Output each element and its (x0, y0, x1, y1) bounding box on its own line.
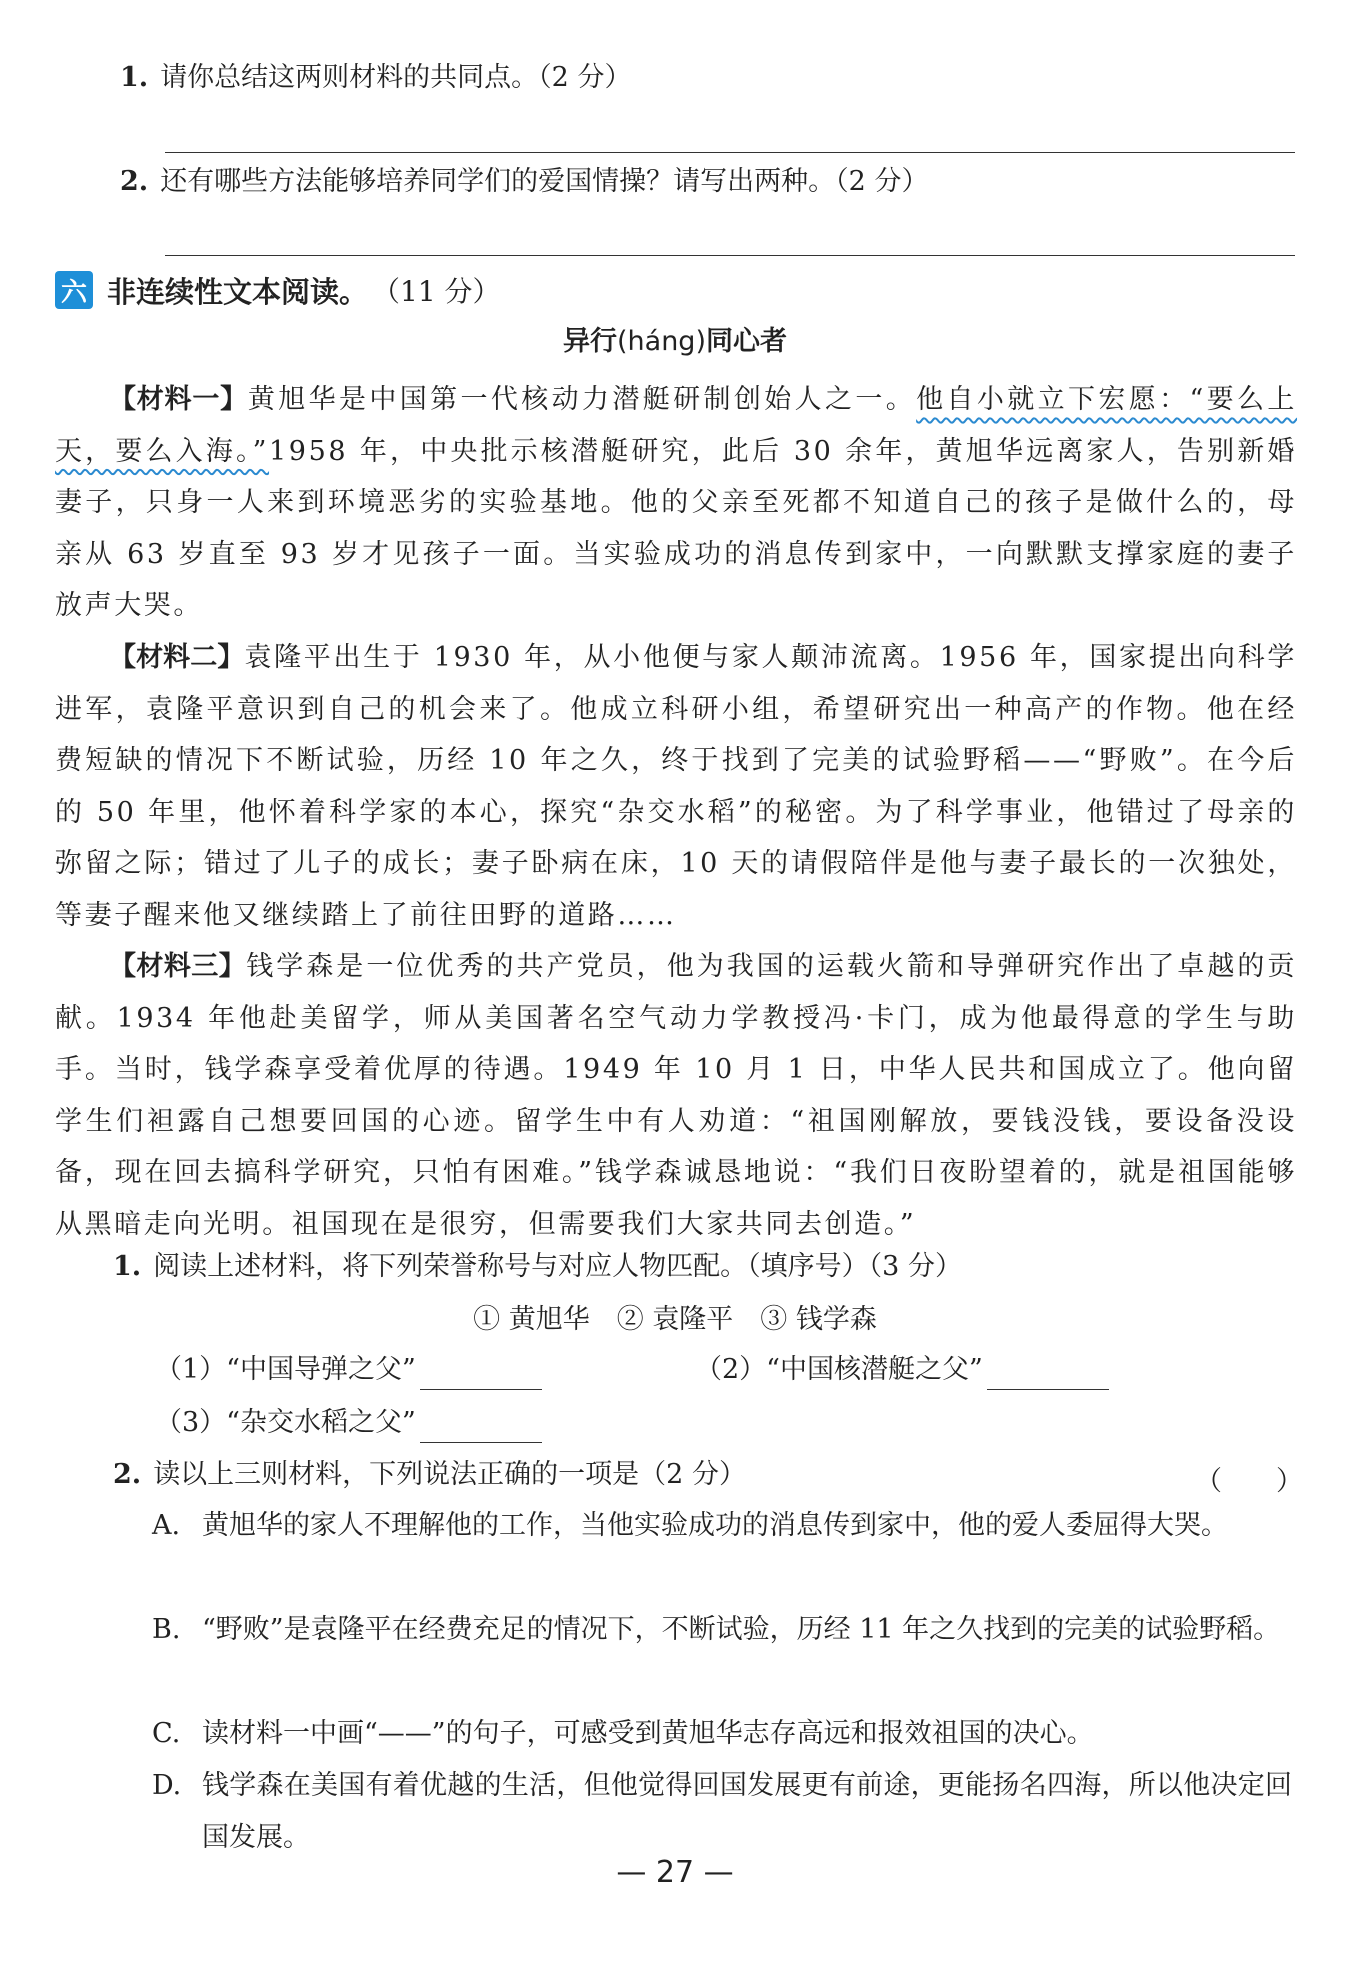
top-question-2 (120, 162, 928, 202)
match-label: （1）“中国导弹之父” (155, 1354, 416, 1385)
option-letter: A. (152, 1510, 181, 1541)
match-item-2 (695, 1350, 1109, 1390)
title-part: 同心者 (705, 326, 787, 357)
section-title: 非连续性文本阅读。 (107, 274, 369, 309)
answer-blank[interactable] (420, 1412, 542, 1443)
option-c[interactable] (152, 1708, 1297, 1760)
material-text: 黄旭华是中国第一代核动力潜艇研制创始人之一。 (247, 384, 917, 415)
answer-blank[interactable] (987, 1359, 1109, 1390)
section-number-badge: 六 (55, 271, 93, 309)
option-letter: B. (152, 1614, 181, 1645)
question-number: 2. (113, 1459, 142, 1490)
option-a[interactable] (152, 1500, 1297, 1552)
question-text: 阅读上述材料，将下列荣誉称号与对应人物匹配。（填序号）（3 分） (153, 1251, 962, 1282)
material-3 (55, 941, 1297, 1250)
option-text: 黄旭华的家人不理解他的工作，当他实验成功的消息传到家中，他的爱人委屈得大哭。 (202, 1510, 1228, 1541)
option-text: 钱学森在美国有着优越的生活，但他觉得回国发展更有前途，更能扬名四海，所以他决定回国发展。 (202, 1770, 1292, 1853)
person-options: ① 黄旭华 ② 袁隆平 ③ 钱学森 (473, 1304, 877, 1335)
match-item-1 (155, 1350, 542, 1390)
title-part: 异行 (563, 326, 617, 357)
question-number: 1. (113, 1251, 142, 1282)
section-score: （11 分） (372, 275, 501, 308)
option-d[interactable] (152, 1760, 1297, 1864)
material-1 (55, 374, 1297, 632)
page-number: — 27 — (616, 1855, 734, 1890)
material-label: 【材料二】 (109, 642, 245, 673)
material-text: 袁隆平出生于 1930 年，从小他便与家人颠沛流离。1956 年，国家提出向科学进军，袁隆平意识到自己的机会来了。他成立科研小组，希望研究出一种高产的作物。他在经费短缺的情况下不断试验，历经 10 年之久，终于找到了完美的试验野稻——“野败”。在今后的 50 年里，他怀着科学家的本心，探究“杂交水稻”的秘密。为了科学事业，他错过了母亲的弥留之际；错过了儿子的成长；妻子卧病在床，10 天的请假陪伴是他与妻子最长的一次独处，等妻子醒来他又继续踏上了前往田野的道路…… (55, 642, 1298, 931)
material-2 (55, 632, 1297, 941)
answer-line-1[interactable] (165, 152, 1295, 153)
option-b[interactable] (152, 1604, 1297, 1656)
option-letter: C. (152, 1718, 181, 1749)
match-item-3 (155, 1403, 542, 1443)
material-text: 钱学森是一位优秀的共产党员，他为我国的运载火箭和导弹研究作出了卓越的贡献。1934 年他赴美留学，师从美国著名空气动力学教授冯·卡门，成为他最得意的学生与助手。当时，钱学森享受着优厚的待遇。1949 年 10 月 1 日，中华人民共和国成立了。他向留学生们袒露自己想要回国的心迹。留学生中有人劝道：“祖国刚解放，要钱没钱，要设备没设备，现在回去搞科学研究，只怕有困难。”钱学森诚恳地说：“我们日夜盼望着的，就是祖国能够从黑暗走向光明。祖国现在是很穷，但需要我们大家共同去创造。” (55, 951, 1298, 1240)
option-text: 读材料一中画“——”的句子，可感受到黄旭华志存高远和报效祖国的决心。 (202, 1718, 1094, 1749)
question-text: 读以上三则材料，下列说法正确的一项是（2 分） (153, 1459, 746, 1490)
option-text: “野败”是袁隆平在经费充足的情况下，不断试验，历经 11 年之久找到的完美的试验野稻。 (202, 1614, 1281, 1645)
material-label: 【材料一】 (109, 384, 248, 415)
option-letter: D. (152, 1770, 182, 1801)
title-pinyin: (háng) (617, 326, 706, 357)
question-text: 请你总结这两则材料的共同点。（2 分） (160, 62, 632, 93)
choice-question (113, 1455, 746, 1495)
answer-line-2[interactable] (165, 255, 1295, 256)
matching-question (113, 1247, 962, 1287)
top-question-1 (120, 58, 631, 98)
material-label: 【材料三】 (109, 951, 247, 982)
underlined-sentence: 他自小就立下宏愿：“要么上天，要么入海。” (55, 384, 1298, 467)
passage-title (0, 322, 1350, 362)
answer-parentheses[interactable]: （ ） (1195, 1466, 1303, 1497)
question-number: 1. (120, 62, 149, 93)
match-label: （3）“杂交水稻之父” (155, 1407, 416, 1438)
material-text: 1958 年，中央批示核潜艇研究，此后 30 余年，黄旭华远离家人，告别新婚妻子，只身一人来到环境恶劣的实验基地。他的父亲至死都不知道自己的孩子是做什么的，母亲从 63 岁直至 93 岁才见孩子一面。当实验成功的消息传到家中，一向默默支撑家庭的妻子放声大哭。 (55, 435, 1297, 621)
section-header (55, 270, 501, 310)
question-text: 还有哪些方法能够培养同学们的爱国情操？请写出两种。（2 分） (160, 166, 929, 197)
question-number: 2. (120, 166, 149, 197)
answer-blank[interactable] (420, 1359, 542, 1390)
match-label: （2）“中国核潜艇之父” (695, 1354, 983, 1385)
